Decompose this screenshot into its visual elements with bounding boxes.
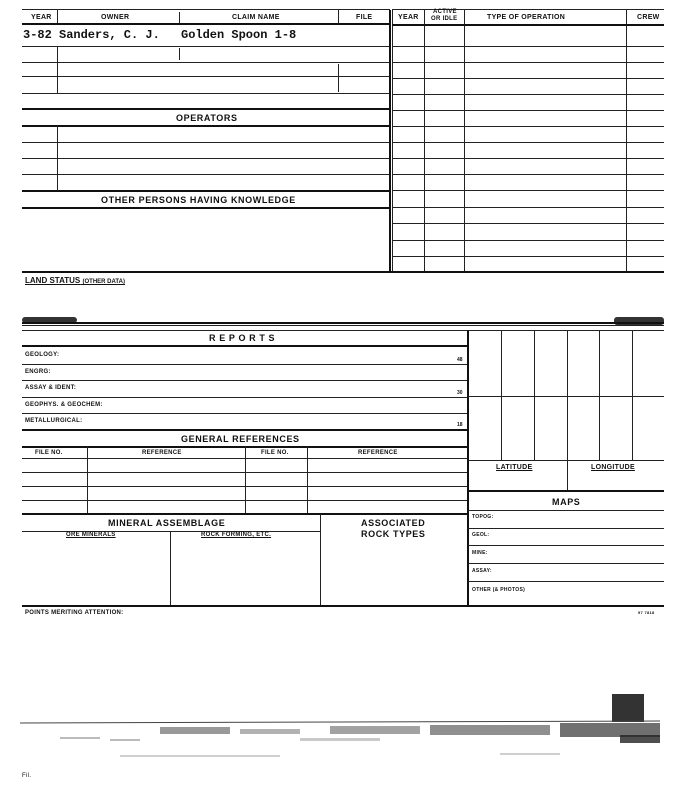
activity-header-crew: CREW <box>637 14 660 21</box>
reports-title: R E P O R T S <box>209 333 276 343</box>
report-assay: ASSAY & IDENT: <box>25 385 77 391</box>
map-geol: GEOL: <box>472 532 490 538</box>
ref-reference-2: REFERENCE <box>358 450 398 456</box>
header-year: YEAR <box>31 14 52 21</box>
rock-forming-label: ROCK FORMING, ETC. <box>201 532 272 538</box>
header-owner: OWNER <box>101 14 130 21</box>
margin-number-18: 18 <box>457 422 463 428</box>
map-mine: MINE: <box>472 550 488 556</box>
scan-noise-band <box>0 715 678 775</box>
ref-file-no-1: FILE NO. <box>35 450 63 456</box>
mineral-assemblage-title: MINERAL ASSEMBLAGE <box>108 518 226 528</box>
map-topog: TOPOG: <box>472 514 494 520</box>
margin-number-30: 30 <box>457 390 463 396</box>
associated-rock-types-line2: ROCK TYPES <box>361 529 426 539</box>
other-persons-title: OTHER PERSONS HAVING KNOWLEDGE <box>101 195 296 205</box>
latitude-label: LATITUDE <box>496 464 533 471</box>
maps-title: MAPS <box>552 497 581 507</box>
map-assay: ASSAY: <box>472 568 492 574</box>
report-geology: GEOLOGY: <box>25 352 60 358</box>
ref-reference-1: REFERENCE <box>142 450 182 456</box>
associated-rock-types-line1: ASSOCIATED <box>361 518 426 528</box>
report-engrg: ENGRG: <box>25 369 51 375</box>
activity-header-operation: TYPE OF OPERATION <box>487 14 566 21</box>
ore-minerals-label: ORE MINERALS <box>66 532 116 538</box>
longitude-label: LONGITUDE <box>591 464 635 471</box>
activity-header-active: ACTIVE <box>433 9 457 15</box>
map-other: OTHER (& PHOTOS) <box>472 587 526 593</box>
claim-year: 3-82 <box>23 28 52 42</box>
operators-title: OPERATORS <box>176 113 238 123</box>
activity-header-idle: OR IDLE <box>431 16 458 22</box>
form-number: 97 7818 <box>638 610 655 615</box>
general-references-title: GENERAL REFERENCES <box>181 434 300 444</box>
claim-owner: Sanders, C. J. <box>59 28 160 42</box>
ref-file-no-2: FILE NO. <box>261 450 289 456</box>
points-meriting-attention: POINTS MERITING ATTENTION: <box>25 610 124 616</box>
land-status-title: LAND STATUS <box>25 276 81 285</box>
report-metallurgical: METALLURGICAL: <box>25 418 83 424</box>
activity-header-year: YEAR <box>398 14 419 21</box>
header-file: FILE <box>356 14 373 21</box>
land-status <box>25 276 125 285</box>
land-status-subtitle: (OTHER DATA) <box>82 279 125 285</box>
footer-mark: Fil. <box>22 773 32 779</box>
header-claim-name: CLAIM NAME <box>232 14 280 21</box>
margin-number-48: 48 <box>457 357 463 363</box>
report-geophys: GEOPHYS. & GEOCHEM: <box>25 402 103 408</box>
claim-name: Golden Spoon 1-8 <box>181 28 297 42</box>
